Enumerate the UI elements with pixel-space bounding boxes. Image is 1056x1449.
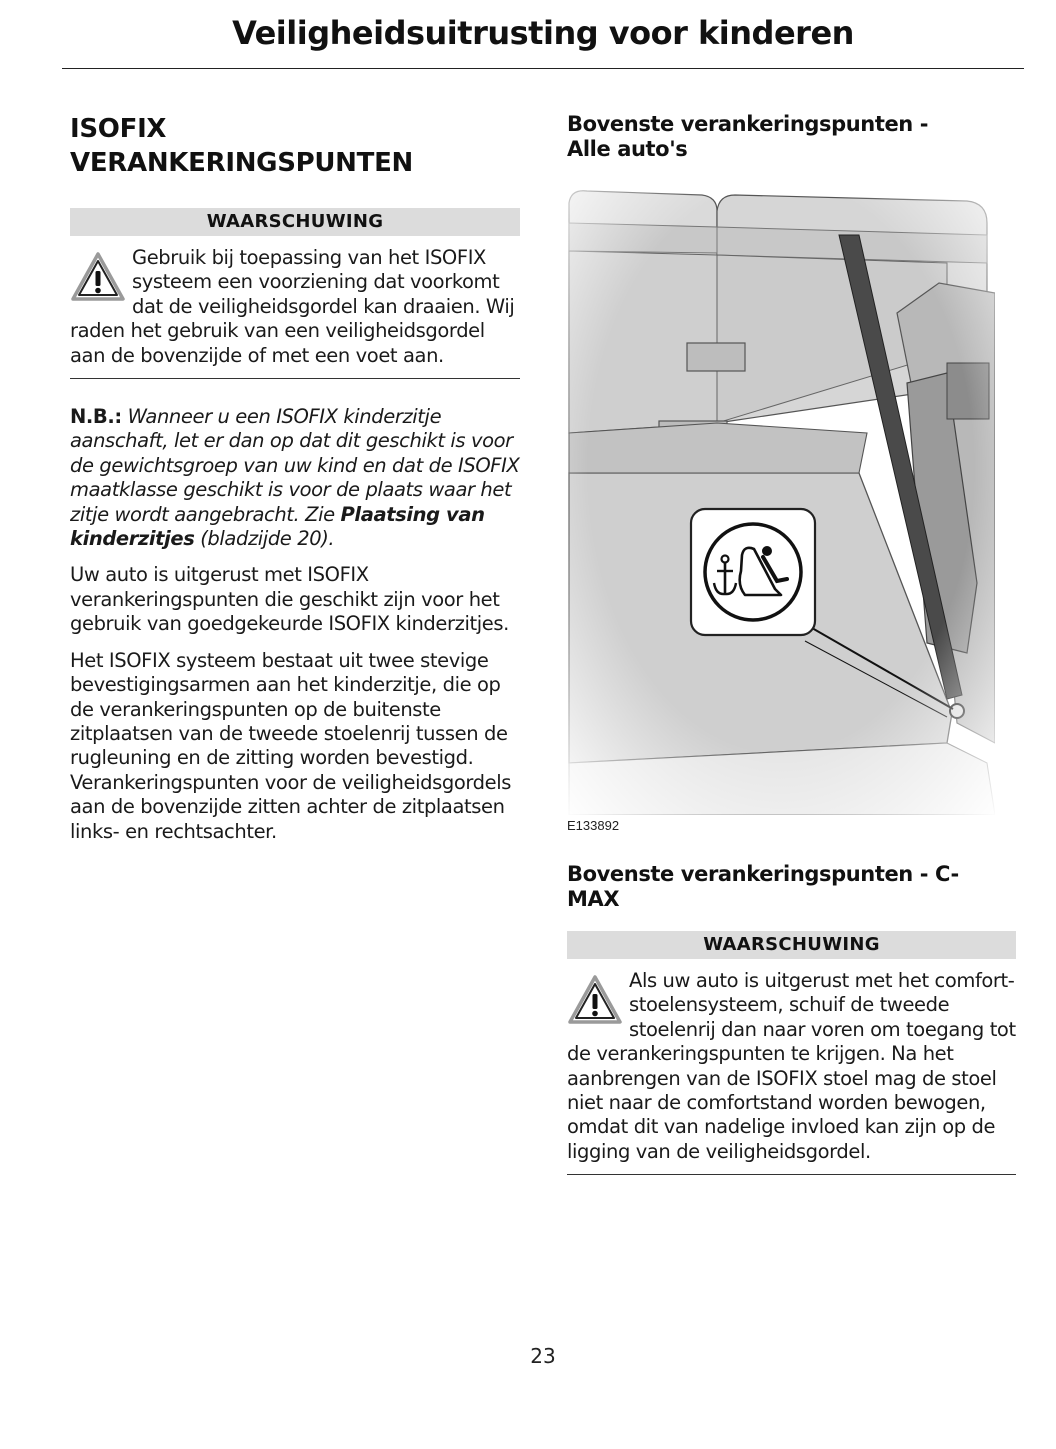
warning-text: Als uw auto is uitgerust met het comfort-stoelensysteem, schuif de tweede stoelenrij dan naar voren om toegang tot de verankeringspunten te krijgen. Na het aanbrengen van de ISOFIX stoel mag de stoel niet naar de comfortstand worden bewogen, omdat dit van nadelige invloed kan zijn op de ligging van de veiligheidsgordel. bbox=[567, 969, 1016, 1163]
warning-box-cmax bbox=[567, 931, 1016, 1175]
note-label: N.B.: bbox=[70, 405, 122, 429]
page-title: Veiligheidsuitrusting voor kinderen bbox=[232, 14, 854, 52]
warning-triangle-icon bbox=[567, 973, 623, 1027]
note-text: Wanneer u een ISOFIX kinderzitje aanschaft, let er dan op dat dit geschikt is voor de gewichtsgroep van uw kind en dat de ISOFIX maatklasse geschikt is voor de plaats waar het zitje wordt aangebracht. Zie bbox=[70, 405, 520, 526]
warning-body bbox=[70, 236, 520, 379]
heading-line-1: ISOFIX bbox=[70, 114, 167, 144]
title-divider bbox=[62, 68, 1024, 69]
right-column-lower bbox=[567, 862, 1016, 1175]
body-paragraph-1: Uw auto is uitgerust met ISOFIX verankeringspunten die geschikt zijn voor het gebruik van goedgekeurde ISOFIX kinderzitjes. bbox=[70, 563, 509, 636]
section-heading-isofix bbox=[70, 112, 520, 180]
figure-code: E133892 bbox=[567, 818, 620, 833]
right-column bbox=[567, 112, 1016, 162]
warning-label: WAARSCHUWING bbox=[70, 208, 520, 236]
warning-label: WAARSCHUWING bbox=[567, 931, 1016, 959]
warning-body bbox=[567, 959, 1016, 1175]
note-page-reference: (bladzijde 20). bbox=[194, 527, 335, 551]
trunk-anchor-illustration bbox=[567, 183, 995, 815]
heading-line-2: VERANKERINGSPUNTEN bbox=[70, 148, 413, 178]
body-paragraph-2: Het ISOFIX systeem bestaat uit twee stevige bevestigingsarmen aan het kinderzitje, die op de verankeringspunten op de buitenste zitplaatsen van de tweede stoelenrij tussen de rugleuning en de zitting worden bevestigd. Verankeringspunten voor de veiligheidsgordels aan de bovenzijde zitten achter de zitplaatsen links- en rechtsachter. bbox=[70, 648, 511, 843]
warning-triangle-icon bbox=[70, 250, 126, 304]
left-column bbox=[70, 112, 520, 844]
heading-line-1: Bovenste verankeringspunten - bbox=[567, 112, 929, 136]
heading-line-1: Bovenste verankeringspunten - C- bbox=[567, 862, 959, 886]
note-paragraph bbox=[70, 405, 520, 551]
heading-line-2: Alle auto's bbox=[567, 137, 688, 161]
heading-line-2: MAX bbox=[567, 887, 620, 911]
section-heading-all-cars bbox=[567, 112, 1016, 162]
section-heading-cmax bbox=[567, 862, 1016, 912]
warning-box-isofix bbox=[70, 208, 520, 379]
page-number: 23 bbox=[530, 1344, 556, 1368]
cross-reference-link[interactable]: Plaatsing van kinderzitjes bbox=[70, 502, 485, 551]
warning-text: Gebruik bij toepassing van het ISOFIX systeem een voorziening dat voorkomt dat de veiligheidsgordel kan draaien. Wij raden het gebruik van een veiligheidsgordel aan de bovenzijde of met een voet aan. bbox=[70, 246, 515, 367]
